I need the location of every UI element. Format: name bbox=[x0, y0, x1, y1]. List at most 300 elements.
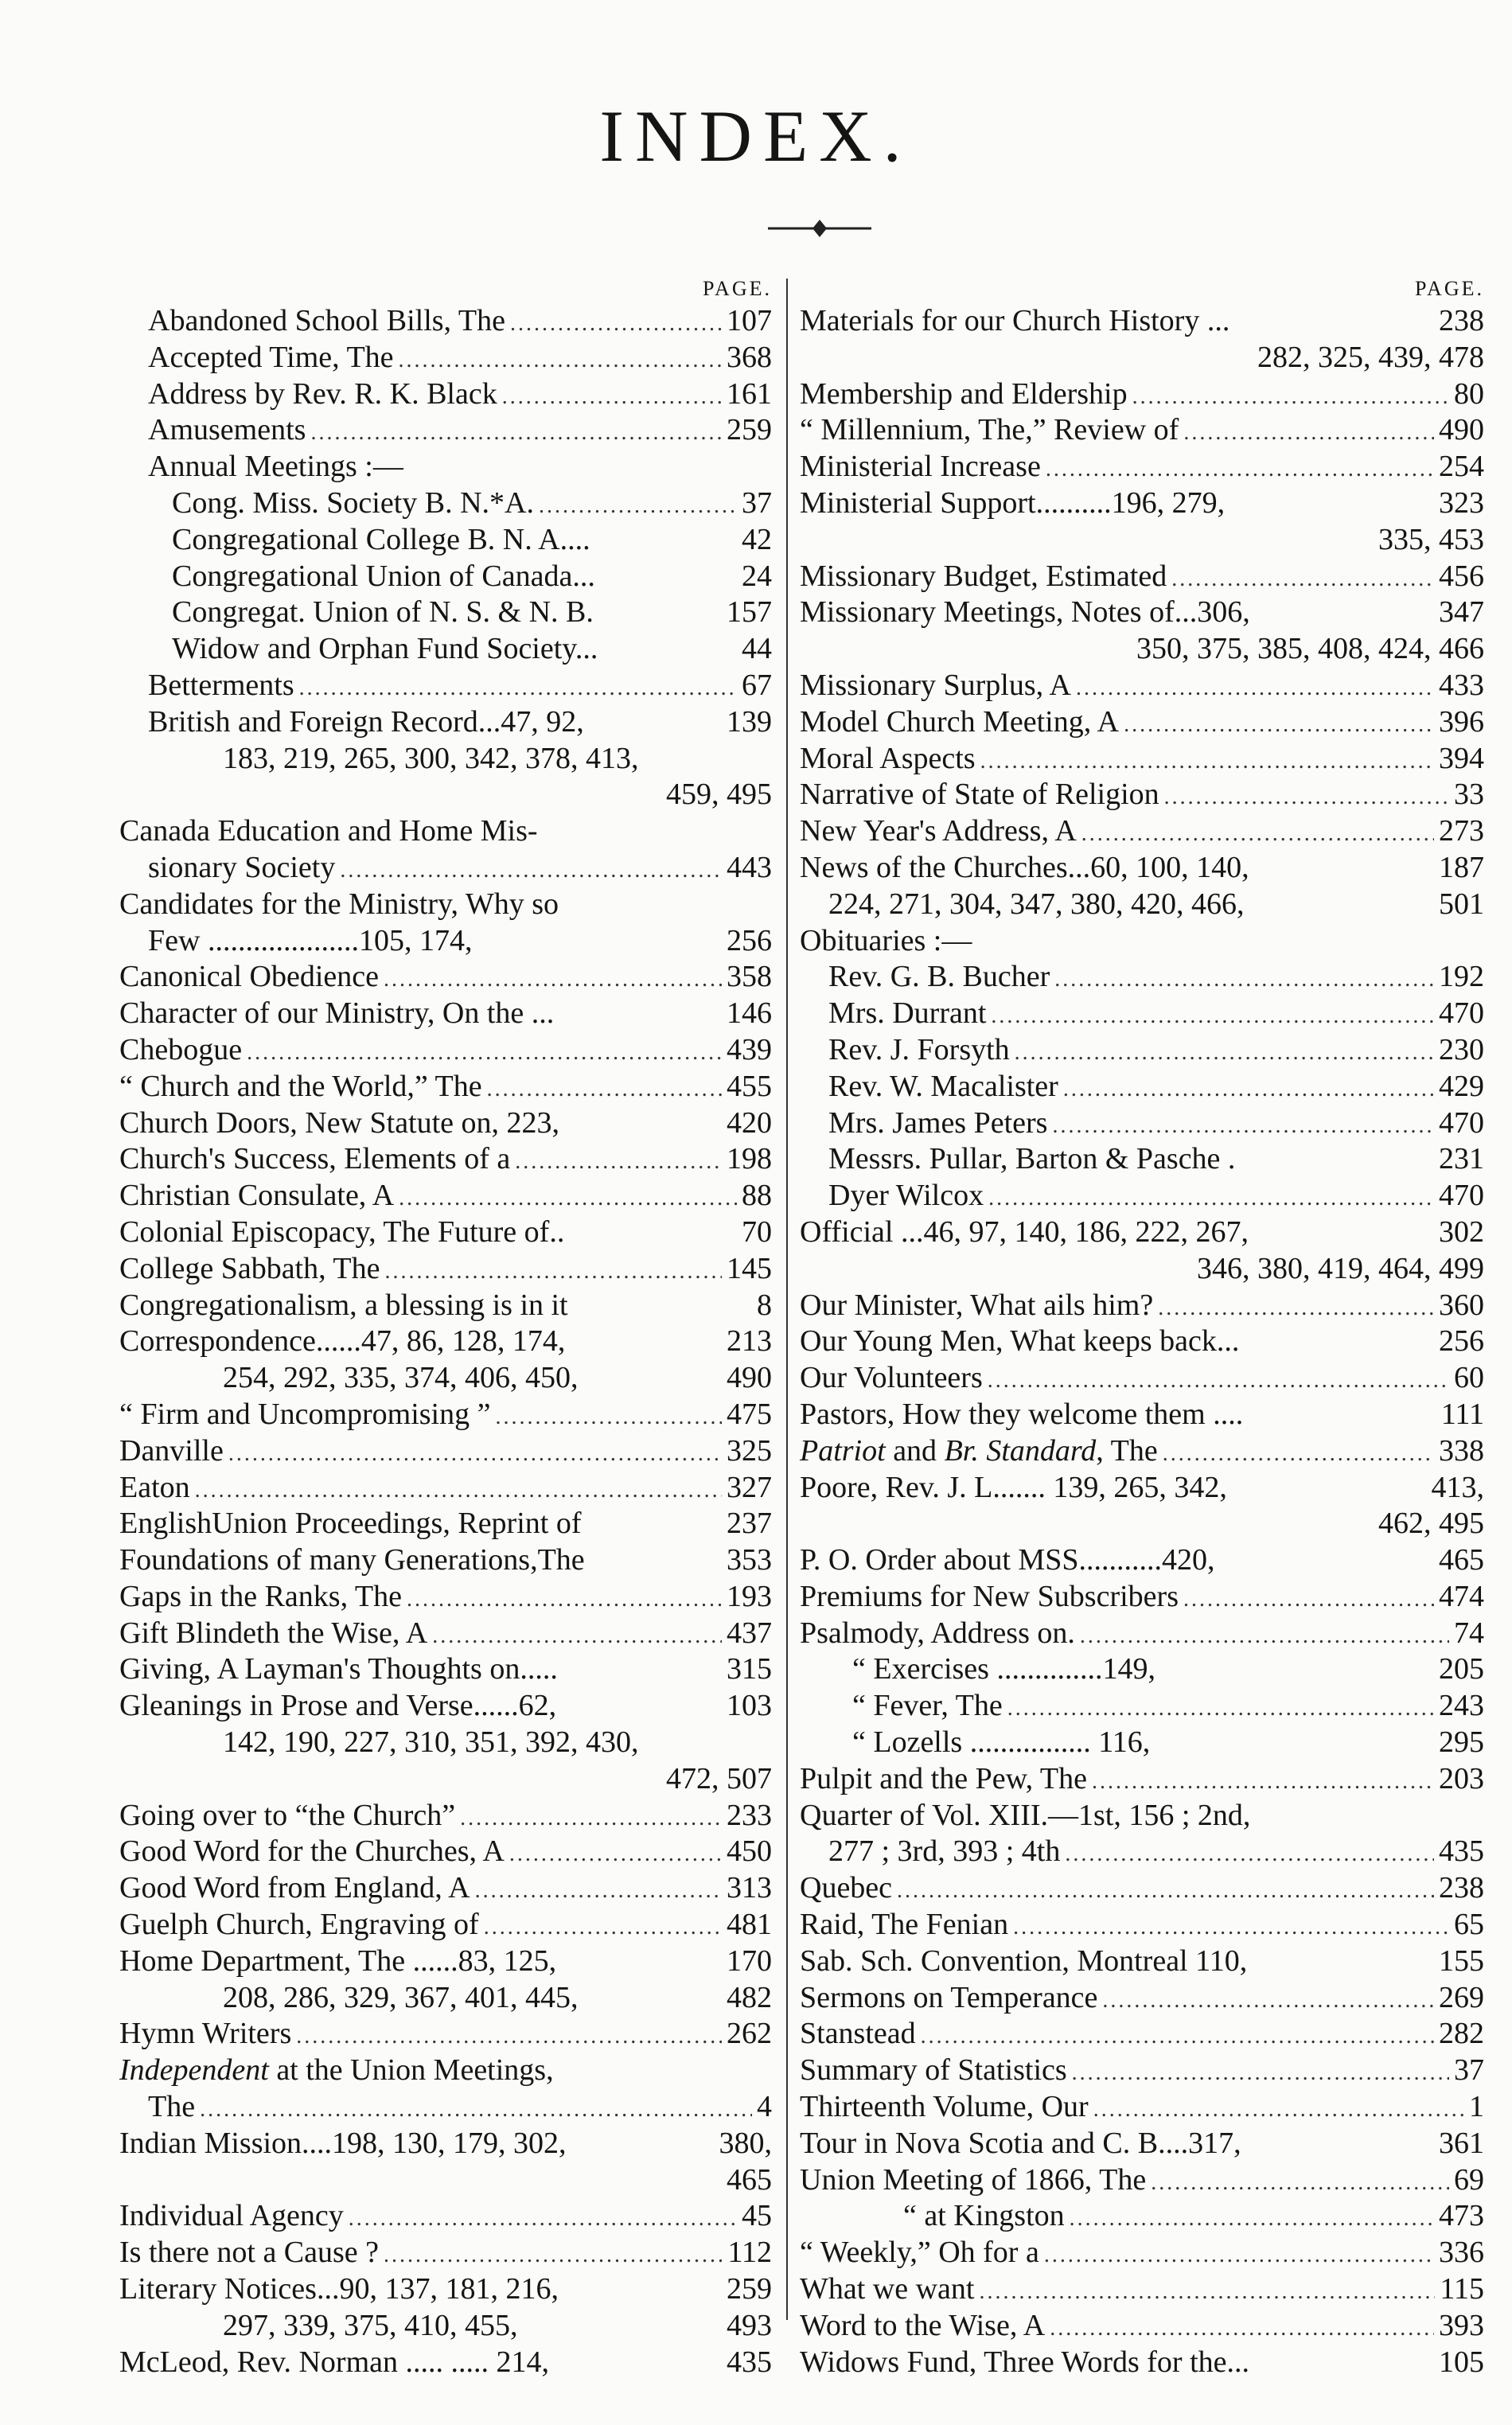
page-number: 429 bbox=[1439, 1069, 1484, 1103]
entry-title: Narrative of State of Religion bbox=[800, 778, 1159, 812]
index-entry bbox=[119, 1032, 772, 1069]
index-entry bbox=[800, 1105, 1484, 1142]
page-number: 482 bbox=[727, 1980, 772, 2014]
entry-title: Candidates for the Ministry, Why so bbox=[119, 887, 559, 921]
entry-title: Mrs. Durrant bbox=[828, 996, 987, 1031]
entry-title: Indian Mission....198, 130, 179, 302, bbox=[119, 2126, 567, 2160]
dot-leader bbox=[1124, 704, 1434, 743]
index-entry bbox=[800, 303, 1484, 340]
dot-leader bbox=[407, 1579, 722, 1618]
page-number: 361 bbox=[1439, 2126, 1484, 2160]
entry-title: Canada Education and Home Mis- bbox=[119, 814, 538, 848]
dot-leader bbox=[340, 850, 722, 889]
index-entry bbox=[800, 595, 1484, 631]
page-number: 269 bbox=[1439, 1980, 1484, 2014]
index-entry bbox=[119, 2053, 772, 2089]
index-entry bbox=[119, 1616, 772, 1652]
index-entry bbox=[800, 1397, 1484, 1433]
page-number: 323 bbox=[1439, 485, 1484, 520]
entry-title: Pastors, How they welcome them .... bbox=[800, 1397, 1244, 1431]
page-number: 105 bbox=[1439, 2345, 1484, 2379]
dot-leader bbox=[1015, 1032, 1434, 1071]
index-entry bbox=[119, 1069, 772, 1105]
page-number: 45 bbox=[742, 2199, 772, 2233]
page-number: 493 bbox=[727, 2308, 772, 2342]
page-number: 475 bbox=[727, 1397, 772, 1431]
entry-title: Congregational Union of Canada... bbox=[172, 559, 595, 593]
page-number: 24 bbox=[742, 559, 772, 593]
entry-title: The bbox=[148, 2090, 196, 2124]
index-entry bbox=[800, 2016, 1484, 2053]
index-entry bbox=[119, 1542, 772, 1579]
entry-title: McLeod, Rev. Norman ..... ..... 214, bbox=[119, 2345, 549, 2379]
page-number: 501 bbox=[1439, 887, 1484, 921]
entry-title: Gleanings in Prose and Verse......62, bbox=[119, 1689, 557, 1723]
page-number: 161 bbox=[727, 376, 772, 411]
page-number: 273 bbox=[1439, 814, 1484, 848]
dot-leader bbox=[991, 996, 1434, 1035]
dot-leader bbox=[1007, 1688, 1434, 1727]
entry-title: Widows Fund, Three Words for the... bbox=[800, 2345, 1249, 2379]
page-number: 302 bbox=[1439, 1214, 1484, 1249]
page-number: 462, 495 bbox=[1378, 1507, 1484, 1541]
dot-leader bbox=[515, 1141, 722, 1180]
page-number: 380, bbox=[719, 2126, 772, 2160]
entry-title: Hymn Writers bbox=[119, 2017, 292, 2051]
index-entry bbox=[119, 850, 772, 887]
page-number: 490 bbox=[1439, 413, 1484, 447]
right-column bbox=[800, 275, 1484, 2380]
dot-leader bbox=[988, 1178, 1434, 1217]
index-entry bbox=[119, 2089, 772, 2126]
entry-title: 277 ; 3rd, 393 ; 4th bbox=[828, 1834, 1061, 1869]
page-number: 347 bbox=[1439, 595, 1484, 630]
page-number: 193 bbox=[727, 1579, 772, 1613]
index-entry bbox=[800, 668, 1484, 704]
entry-title: Raid, The Fenian bbox=[800, 1908, 1009, 1942]
page-number: 254 bbox=[1439, 450, 1484, 484]
page-number: 393 bbox=[1439, 2308, 1484, 2342]
page-number: 65 bbox=[1454, 1908, 1484, 1942]
page-number: 465 bbox=[1439, 1543, 1484, 1577]
index-entry bbox=[800, 2126, 1484, 2162]
entry-title: Chebogue bbox=[119, 1032, 243, 1066]
page-number: 146 bbox=[727, 996, 772, 1031]
index-entry bbox=[800, 2345, 1484, 2381]
dot-leader bbox=[195, 1470, 722, 1509]
entry-title: P. O. Order about MSS...........420, bbox=[800, 1543, 1215, 1577]
index-entry bbox=[119, 1141, 772, 1178]
entry-title: Congregational College B. N. A.... bbox=[172, 522, 590, 556]
index-entry bbox=[119, 777, 772, 813]
entry-title: 254, 292, 335, 374, 406, 450, bbox=[223, 1361, 579, 1395]
index-entry bbox=[119, 340, 772, 376]
entry-title: Poore, Rev. J. L....... 139, 265, 342, bbox=[800, 1470, 1227, 1504]
index-entry bbox=[800, 1214, 1484, 1251]
entry-title: British and Foreign Record...47, 92, bbox=[148, 704, 584, 739]
page-number: 155 bbox=[1439, 1944, 1484, 1978]
page-number: 335, 453 bbox=[1378, 522, 1484, 556]
page-number: 413, bbox=[1431, 1470, 1484, 1504]
entry-title: Correspondence......47, 86, 128, 174, bbox=[119, 1324, 566, 1359]
index-entry bbox=[800, 1069, 1484, 1105]
entry-title: Sermons on Temperance bbox=[800, 1980, 1098, 2014]
page-number: 259 bbox=[727, 413, 772, 447]
entry-title: 224, 271, 304, 347, 380, 420, 466, bbox=[828, 887, 1245, 921]
page-number: 198 bbox=[727, 1142, 772, 1176]
index-entry bbox=[800, 2198, 1484, 2235]
page-number: 450 bbox=[727, 1834, 772, 1869]
dot-leader bbox=[399, 1178, 737, 1217]
page-number: 111 bbox=[1440, 1397, 1484, 1431]
page-number: 350, 375, 385, 408, 424, 466 bbox=[1136, 632, 1484, 666]
entry-title: Cong. Miss. Society B. N.*A. bbox=[172, 485, 534, 520]
index-entry bbox=[119, 631, 772, 668]
right-entries bbox=[800, 303, 1484, 2380]
index-entry bbox=[800, 1324, 1484, 1360]
index-entry bbox=[800, 376, 1484, 413]
entry-title: 297, 339, 375, 410, 455, bbox=[223, 2308, 518, 2342]
entry-title: 208, 286, 329, 367, 401, 445, bbox=[223, 1980, 579, 2014]
dot-leader bbox=[399, 340, 722, 379]
entry-title: “ Fever, The bbox=[852, 1689, 1003, 1723]
index-entry bbox=[119, 2198, 772, 2235]
entry-title: Congregat. Union of N. S. & N. B. bbox=[172, 595, 594, 630]
page-number: 170 bbox=[727, 1944, 772, 1978]
index-entry bbox=[800, 2162, 1484, 2199]
index-entry bbox=[800, 1725, 1484, 1761]
page-number: 368 bbox=[727, 340, 772, 374]
page-number: 238 bbox=[1439, 304, 1484, 337]
entry-title: “ Exercises ..............149, bbox=[852, 1652, 1155, 1686]
dot-leader bbox=[484, 1907, 722, 1946]
index-entry bbox=[119, 741, 772, 778]
dot-leader bbox=[1050, 2308, 1434, 2347]
index-entry bbox=[800, 923, 1484, 960]
index-entry bbox=[800, 1178, 1484, 1214]
entry-title: Few ....................105, 174, bbox=[148, 923, 473, 957]
page-number: 336 bbox=[1439, 2236, 1484, 2270]
index-entry bbox=[119, 1324, 772, 1360]
entry-title: Summary of Statistics bbox=[800, 2053, 1067, 2088]
entry-title: Psalmody, Address on. bbox=[800, 1616, 1075, 1650]
index-entry bbox=[800, 1542, 1484, 1579]
entry-title: Missionary Surplus, A bbox=[800, 668, 1071, 702]
dot-leader bbox=[1183, 1579, 1434, 1618]
index-entry bbox=[800, 850, 1484, 887]
page-number: 470 bbox=[1439, 1105, 1484, 1140]
entry-title: Betterments bbox=[148, 668, 294, 702]
index-entry bbox=[119, 376, 772, 413]
entry-title: Mrs. James Peters bbox=[828, 1105, 1048, 1140]
page-number: 256 bbox=[727, 923, 772, 957]
index-entry bbox=[119, 1761, 772, 1798]
dot-leader bbox=[1093, 2089, 1464, 2128]
entry-title: Patriot and Br. Standard, The bbox=[800, 1433, 1158, 1468]
entry-title: Our Young Men, What keeps back... bbox=[800, 1324, 1240, 1359]
index-entry bbox=[119, 412, 772, 449]
index-entry bbox=[119, 1980, 772, 2017]
index-entry bbox=[119, 1214, 772, 1251]
page-number: 338 bbox=[1439, 1433, 1484, 1468]
entry-title: Accepted Time, The bbox=[148, 340, 394, 374]
index-entry bbox=[800, 1251, 1484, 1288]
entry-title: Individual Agency bbox=[119, 2199, 344, 2233]
index-entry bbox=[119, 1506, 772, 1542]
dot-leader bbox=[1044, 2235, 1434, 2274]
entry-title: “ Millennium, The,” Review of bbox=[800, 413, 1179, 447]
entry-title: Is there not a Cause ? bbox=[119, 2236, 380, 2270]
dot-leader bbox=[1164, 777, 1449, 816]
entry-title: Christian Consulate, A bbox=[119, 1179, 395, 1213]
page-number: 455 bbox=[727, 1069, 772, 1103]
index-entry bbox=[800, 1506, 1484, 1542]
entry-title: Foundations of many Generations,The bbox=[119, 1543, 585, 1577]
entry-title: Materials for our Church History ... bbox=[800, 304, 1230, 337]
dot-leader bbox=[1054, 959, 1434, 998]
entry-title: “ at Kingston bbox=[903, 2199, 1065, 2233]
dot-leader bbox=[432, 1616, 722, 1655]
page-number: 60 bbox=[1454, 1361, 1484, 1395]
page-number: 465 bbox=[727, 2162, 772, 2197]
index-entry bbox=[800, 959, 1484, 996]
index-entry bbox=[119, 1907, 772, 1944]
entry-title: Dyer Wilcox bbox=[828, 1179, 984, 1213]
index-entry bbox=[119, 485, 772, 522]
page-number: 187 bbox=[1439, 850, 1484, 884]
entry-title: Colonial Episcopacy, The Future of.. bbox=[119, 1214, 565, 1249]
index-entry bbox=[800, 631, 1484, 668]
entry-title: Stanstead bbox=[800, 2017, 916, 2051]
entry-title: Quebec bbox=[800, 1871, 893, 1905]
index-entry bbox=[800, 1141, 1484, 1178]
page-number: 259 bbox=[727, 2272, 772, 2306]
dot-leader bbox=[1072, 2053, 1449, 2092]
dot-leader bbox=[1092, 1761, 1434, 1800]
page-number: 70 bbox=[742, 1214, 772, 1249]
entry-title: Home Department, The ......83, 125, bbox=[119, 1944, 557, 1978]
entry-title: Gift Blindeth the Wise, A bbox=[119, 1616, 428, 1650]
page-number: 295 bbox=[1439, 1725, 1484, 1760]
entry-title: Good Word from England, A bbox=[119, 1871, 470, 1905]
page-number: 88 bbox=[742, 1179, 772, 1213]
entry-title: Ministerial Increase bbox=[800, 450, 1041, 484]
dot-leader bbox=[1132, 376, 1449, 415]
index-entry bbox=[119, 1798, 772, 1834]
page-number: 433 bbox=[1439, 668, 1484, 702]
page-number: 470 bbox=[1439, 1179, 1484, 1213]
dot-leader bbox=[1065, 1834, 1434, 1873]
entry-title: EnglishUnion Proceedings, Reprint of bbox=[119, 1507, 582, 1541]
index-entry bbox=[800, 1798, 1484, 1834]
entry-title: Missionary Budget, Estimated bbox=[800, 559, 1167, 593]
page-number: 490 bbox=[727, 1361, 772, 1395]
index-entry bbox=[119, 1579, 772, 1616]
dot-leader bbox=[385, 1251, 722, 1290]
page-number: 360 bbox=[1439, 1288, 1484, 1322]
page-number: 205 bbox=[1439, 1652, 1484, 1686]
page-number: 456 bbox=[1439, 559, 1484, 593]
index-entry bbox=[800, 1907, 1484, 1944]
index-entry bbox=[800, 887, 1484, 923]
left-column bbox=[119, 275, 772, 2380]
index-entry bbox=[119, 1178, 772, 1214]
entry-title: Eaton bbox=[119, 1470, 190, 1504]
dot-leader bbox=[1046, 449, 1434, 488]
index-entry bbox=[119, 2308, 772, 2345]
page-number: 472, 507 bbox=[666, 1761, 772, 1795]
entry-title: 183, 219, 265, 300, 342, 378, 413, bbox=[223, 741, 639, 775]
page-number: 396 bbox=[1439, 704, 1484, 739]
entry-title: Messrs. Pullar, Barton & Pasche . bbox=[828, 1142, 1236, 1176]
index-entry bbox=[800, 1579, 1484, 1616]
dot-leader bbox=[1081, 813, 1434, 852]
dot-leader bbox=[296, 2016, 722, 2055]
dot-leader bbox=[510, 303, 722, 342]
entry-title: Premiums for New Subscribers bbox=[800, 1579, 1179, 1613]
index-entry bbox=[800, 2235, 1484, 2271]
page-number: 237 bbox=[727, 1507, 772, 1541]
entry-title: New Year's Address, A bbox=[800, 814, 1077, 848]
index-entry bbox=[800, 1616, 1484, 1652]
page-number: 313 bbox=[727, 1871, 772, 1905]
index-entry bbox=[119, 923, 772, 960]
dot-leader bbox=[349, 2198, 737, 2237]
entry-title: Address by Rev. R. K. Black bbox=[148, 376, 497, 411]
entry-title: Ministerial Support..........196, 279, bbox=[800, 485, 1226, 520]
index-entry bbox=[119, 1834, 772, 1870]
index-entry bbox=[800, 1834, 1484, 1870]
index-entry bbox=[119, 996, 772, 1032]
index-entry bbox=[800, 996, 1484, 1032]
page-number: 473 bbox=[1439, 2199, 1484, 2233]
page-number: 44 bbox=[742, 632, 772, 666]
dot-leader bbox=[1158, 1288, 1434, 1327]
index-entry bbox=[800, 1433, 1484, 1470]
index-entry bbox=[800, 522, 1484, 559]
index-entry bbox=[119, 1433, 772, 1470]
page-number: 213 bbox=[727, 1324, 772, 1359]
page-number: 157 bbox=[727, 595, 772, 630]
entry-title: News of the Churches...60, 100, 140, bbox=[800, 850, 1249, 884]
page-number: 420 bbox=[727, 1105, 772, 1140]
page-number: 230 bbox=[1439, 1032, 1484, 1066]
column-divider bbox=[786, 279, 788, 2320]
entry-title: Rev. W. Macalister bbox=[828, 1069, 1058, 1103]
index-entry bbox=[800, 777, 1484, 813]
entry-title: Model Church Meeting, A bbox=[800, 704, 1120, 739]
page-number: 353 bbox=[727, 1543, 772, 1577]
entry-title: Annual Meetings :— bbox=[148, 450, 403, 484]
dot-leader bbox=[1070, 2198, 1434, 2237]
page-number: 435 bbox=[727, 2345, 772, 2379]
page-number: 80 bbox=[1454, 376, 1484, 411]
index-entry bbox=[800, 2308, 1484, 2345]
page-number: 8 bbox=[757, 1288, 772, 1322]
entry-title: Word to the Wise, A bbox=[800, 2308, 1046, 2342]
page-title: INDEX. bbox=[599, 96, 913, 177]
index-entry bbox=[800, 1288, 1484, 1324]
index-entry bbox=[119, 1725, 772, 1761]
index-entry bbox=[119, 959, 772, 996]
dot-leader bbox=[509, 1834, 722, 1873]
entry-title: Danville bbox=[119, 1433, 224, 1468]
index-entry bbox=[119, 522, 772, 559]
page-number: 107 bbox=[727, 304, 772, 337]
entry-title: Union Meeting of 1866, The bbox=[800, 2162, 1147, 2197]
page-label-right: PAGE. bbox=[1414, 277, 1484, 300]
entry-title: Quarter of Vol. XIII.—1st, 156 ; 2nd, bbox=[800, 1798, 1251, 1832]
index-entry bbox=[800, 2053, 1484, 2089]
index-entry bbox=[800, 2271, 1484, 2308]
entry-title: Our Volunteers bbox=[800, 1361, 983, 1395]
dot-leader bbox=[487, 1069, 722, 1108]
index-entry bbox=[119, 1651, 772, 1688]
dot-leader bbox=[1183, 412, 1434, 451]
dot-leader bbox=[384, 2235, 723, 2274]
entry-title: “ Church and the World,” The bbox=[119, 1069, 482, 1103]
page-number: 470 bbox=[1439, 996, 1484, 1031]
entry-title: Congregationalism, a blessing is in it bbox=[119, 1288, 568, 1322]
entry-title: Character of our Ministry, On the ... bbox=[119, 996, 555, 1031]
index-entry bbox=[119, 595, 772, 631]
dot-leader bbox=[1102, 1980, 1434, 2019]
page-number: 42 bbox=[742, 522, 772, 556]
page-number: 358 bbox=[727, 960, 772, 994]
entry-title: Tour in Nova Scotia and C. B....317, bbox=[800, 2126, 1241, 2160]
index-entry bbox=[119, 813, 772, 850]
index-entry bbox=[119, 2126, 772, 2162]
index-entry bbox=[800, 412, 1484, 449]
dot-leader bbox=[980, 741, 1434, 780]
entry-title: Independent at the Union Meetings, bbox=[119, 2053, 554, 2088]
entry-title: Thirteenth Volume, Our bbox=[800, 2090, 1089, 2124]
index-entry bbox=[800, 1688, 1484, 1725]
dot-leader bbox=[247, 1032, 722, 1071]
page-number: 459, 495 bbox=[666, 778, 772, 812]
entry-title: Going over to “the Church” bbox=[119, 1798, 456, 1832]
page-number: 103 bbox=[727, 1689, 772, 1723]
entry-title: Membership and Eldership bbox=[800, 376, 1128, 411]
page-number: 192 bbox=[1439, 960, 1484, 994]
dot-leader bbox=[475, 1870, 722, 1909]
entry-title: “ Firm and Uncompromising ” bbox=[119, 1397, 491, 1431]
page-number: 346, 380, 419, 464, 499 bbox=[1197, 1251, 1484, 1285]
dot-leader bbox=[921, 2016, 1434, 2055]
index-entry bbox=[119, 1397, 772, 1433]
dot-leader bbox=[200, 2089, 752, 2128]
index-entry bbox=[119, 704, 772, 741]
index-entry bbox=[119, 1288, 772, 1324]
entry-title: 142, 190, 227, 310, 351, 392, 430, bbox=[223, 1725, 639, 1760]
entry-title: Church Doors, New Statute on, 223, bbox=[119, 1105, 560, 1140]
entry-title: Gaps in the Ranks, The bbox=[119, 1579, 402, 1613]
entry-title: Moral Aspects bbox=[800, 741, 976, 775]
dot-leader bbox=[299, 668, 737, 707]
entry-title: Literary Notices...90, 137, 181, 216, bbox=[119, 2272, 559, 2306]
page-number: 325 bbox=[727, 1433, 772, 1468]
dot-leader bbox=[539, 485, 737, 524]
ornament-rule bbox=[768, 216, 871, 240]
index-entry bbox=[119, 2016, 772, 2053]
page-number: 145 bbox=[727, 1251, 772, 1285]
index-entry bbox=[119, 1105, 772, 1142]
dot-leader bbox=[1171, 559, 1434, 598]
index-entry bbox=[800, 485, 1484, 522]
dot-leader bbox=[1080, 1616, 1449, 1655]
index-entry bbox=[800, 1651, 1484, 1688]
page-number: 4 bbox=[757, 2090, 772, 2124]
